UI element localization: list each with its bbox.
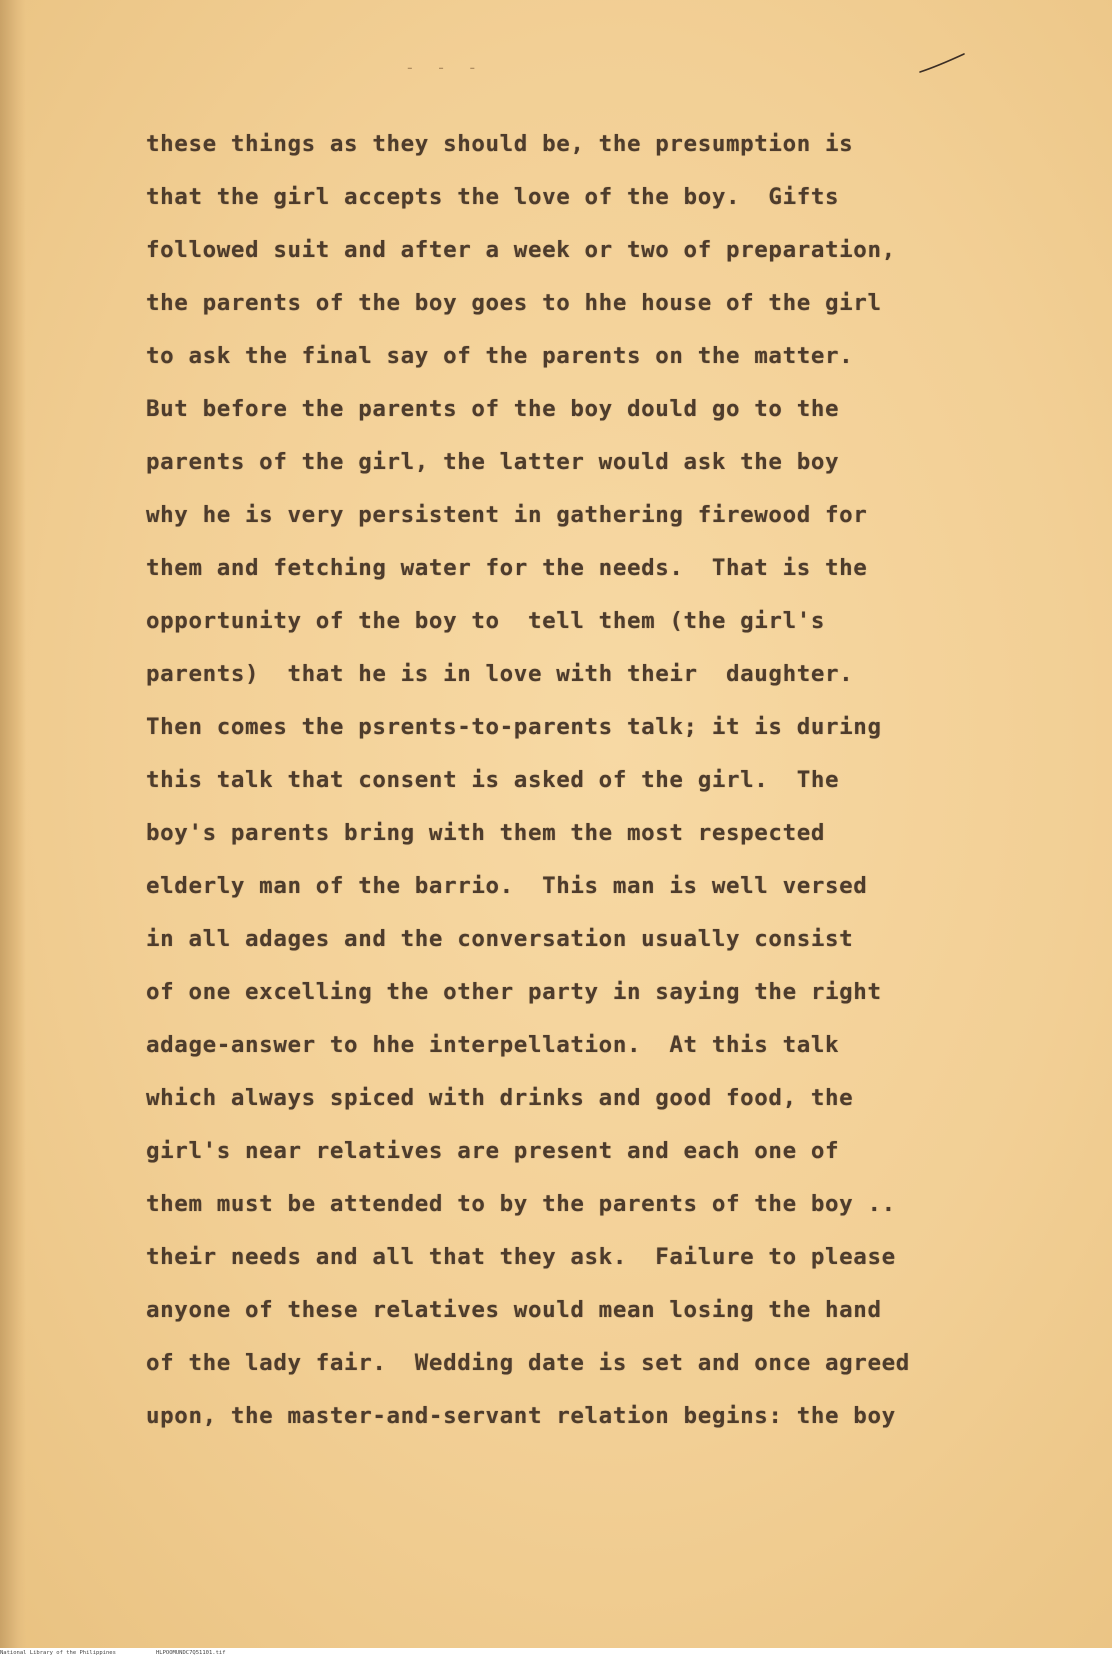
text-line: anyone of these relatives would mean losing the hand [146, 1297, 882, 1323]
text-line: the parents of the boy goes to hhe house of the girl [146, 290, 882, 316]
text-line: upon, the master-and-servant relation begins: the boy [146, 1403, 896, 1429]
text-line: that the girl accepts the love of the boy. Gifts [146, 184, 840, 210]
page-edge-shadow [0, 0, 26, 1648]
text-line: But before the parents of the boy dould go to the [146, 396, 840, 422]
text-line: their needs and all that they ask. Failure to please [146, 1244, 896, 1270]
header-mark: - - - [405, 58, 484, 77]
pencil-checkmark [918, 52, 968, 82]
text-line: of one excelling the other party in saying the right [146, 979, 882, 1005]
footer-institution: National Library of the Philippines [0, 1650, 116, 1656]
text-line: opportunity of the boy to tell them (the girl's [146, 608, 826, 634]
text-line: in all adages and the conversation usually consist [146, 926, 854, 952]
typed-text-body [146, 118, 1046, 1443]
text-line: to ask the final say of the parents on the matter. [146, 343, 854, 369]
text-line: which always spiced with drinks and good food, the [146, 1085, 854, 1111]
text-line: them must be attended to by the parents of the boy .. [146, 1191, 896, 1217]
footer-file-id: HLPOOMUNDC7Q51101.tif [156, 1650, 226, 1656]
text-line: these things as they should be, the presumption is [146, 131, 854, 157]
text-line: elderly man of the barrio. This man is well versed [146, 873, 868, 899]
text-line: Then comes the psrents-to-parents talk; it is during [146, 714, 882, 740]
text-line: adage-answer to hhe interpellation. At this talk [146, 1032, 840, 1058]
text-line: them and fetching water for the needs. That is the [146, 555, 868, 581]
text-line: girl's near relatives are present and each one of [146, 1138, 840, 1164]
text-line: parents of the girl, the latter would ask the boy [146, 449, 840, 475]
text-line: this talk that consent is asked of the girl. The [146, 767, 840, 793]
text-line: parents) that he is in love with their daughter. [146, 661, 854, 687]
scan-footer [0, 1648, 1112, 1658]
text-line: followed suit and after a week or two of preparation, [146, 237, 896, 263]
text-line: of the lady fair. Wedding date is set and once agreed [146, 1350, 910, 1376]
text-line: boy's parents bring with them the most respected [146, 820, 826, 846]
text-line: why he is very persistent in gathering firewood for [146, 502, 868, 528]
